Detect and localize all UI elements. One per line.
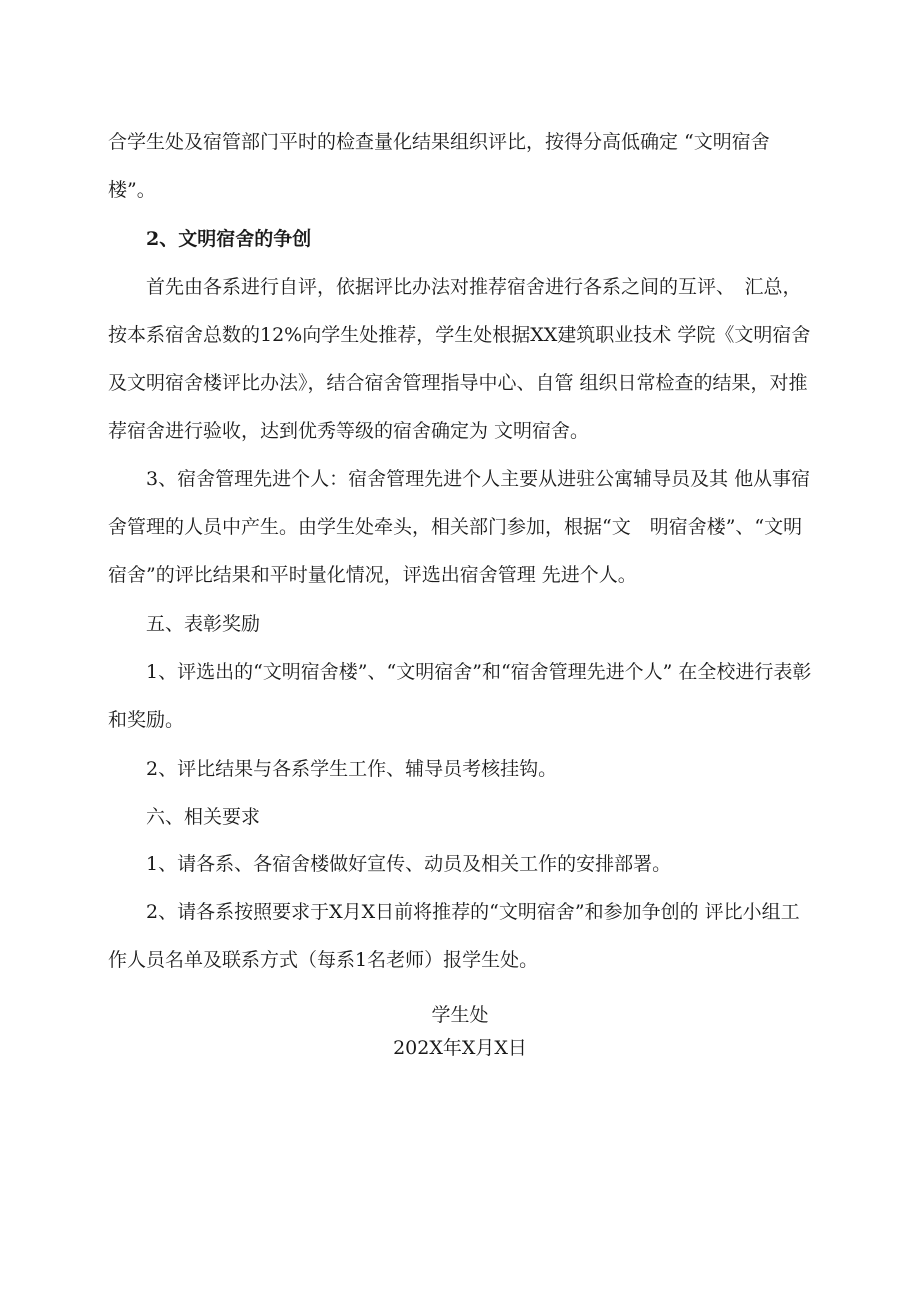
signature-organization: 学生处 bbox=[431, 1004, 489, 1026]
continuation-paragraph: 合学生处及宿管部门平时的检查量化结果组织评比，按得分高低确定 “文明宿舍楼”。 bbox=[108, 131, 770, 201]
section-five-heading: 五、表彰奖励 bbox=[146, 613, 261, 635]
five-item-1-paragraph: 1、评选出的“文明宿舍楼”、“文明宿舍”和“宿舍管理先进个人” 在全校进行表彰和奖励。 bbox=[108, 661, 812, 731]
six-item-2-paragraph: 2、请各系按照要求于X月X日前将推荐的“文明宿舍”和参加争创的 评比小组工作人员名单及联系方式（每系1名老师）报学生处。 bbox=[108, 901, 800, 971]
signature-date: 202X年X月X日 bbox=[393, 1037, 527, 1059]
five-item-2-paragraph: 2、评比结果与各系学生工作、辅导员考核挂钩。 bbox=[146, 758, 558, 780]
section-3-paragraph: 3、宿舍管理先进个人：宿舍管理先进个人主要从进驻公寓辅导员及其 他从事宿舍管理的人员中产生。由学生处牵头，相关部门参加，根据“文 明宿舍楼”、“文明宿舍”的评比结果和平时量化情况，评选出宿舍管理 先进个人。 bbox=[108, 468, 811, 586]
section-2-paragraph: 首先由各系进行自评，依据评比办法对推荐宿舍进行各系之间的互评、 汇总，按本系宿舍总数的12%向学生处推荐，学生处根据XX建筑职业技术 学院《文明宿舍及文明宿舍楼评比办法》，结合宿舍管理指导中心、自管 组织日常检查的结果，对推荐宿舍进行验收，达到优秀等级的宿舍确定为 文明宿舍。 bbox=[108, 276, 811, 442]
six-item-1-paragraph: 1、请各系、各宿舍楼做好宣传、动员及相关工作的安排部署。 bbox=[146, 853, 672, 875]
section-six-heading: 六、相关要求 bbox=[146, 806, 261, 828]
section-2-heading: 2、文明宿舍的争创 bbox=[146, 228, 312, 250]
